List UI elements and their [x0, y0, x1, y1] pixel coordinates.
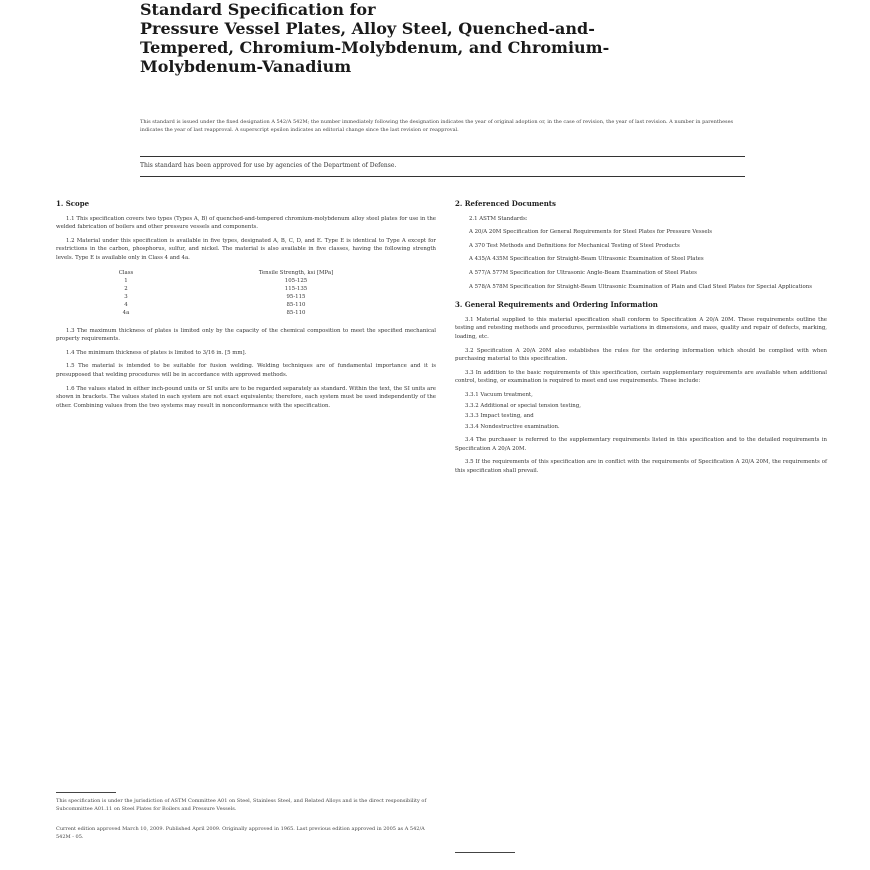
list-item: 3.3.3 Impact testing, and	[465, 413, 534, 420]
table-cell: 4	[124, 301, 128, 308]
divider-rule	[140, 176, 745, 177]
designation-note: This standard is issued under the fixed designation A 542/A 542M; the number immediately following the designation indicates the year of original adoption or, in the case of revision, the year of last revision. A number in parentheses indicates the year of last reapproval. A superscript epsilon indicates an editorial change since the last revision or reapproval.	[140, 119, 734, 133]
document-title	[140, 0, 740, 76]
paragraph: 1.4 The minimum thickness of plates is limited to 3/16 in. [5 mm].	[66, 349, 247, 356]
table-row	[56, 301, 436, 309]
table-header: Tensile Strength, ksi [MPa]	[258, 269, 334, 276]
class-strength-table	[56, 269, 436, 317]
section-heading-general: 3. General Requirements and Ordering Information	[455, 300, 658, 310]
title-line: Pressure Vessel Plates, Alloy Steel, Quenched-and-	[140, 19, 595, 38]
footnote-rule	[56, 792, 116, 793]
table-cell: 95-115	[286, 293, 306, 300]
section-heading-scope: 1. Scope	[56, 199, 90, 208]
table-cell: 105-125	[284, 277, 308, 284]
reference-item: A 578/A 578M Specification for Straight-Beam Ultrasonic Examination of Plain and Clad Steel Plates for Special Applications	[469, 283, 812, 290]
reference-item: A 20/A 20M Specification for General Requirements for Steel Plates for Pressure Vessels	[469, 229, 713, 236]
table-cell: 85-110	[286, 301, 306, 308]
paragraph: 3.1 Material supplied to this material specification shall conform to Specification A 20/A 20M. These requirements outline the testing and retesting methods and procedures, permissible variations in dimensions, and mass, quality and repair of defects, marking, loading, etc.	[455, 316, 827, 340]
title-line: Standard Specification for	[140, 0, 376, 19]
table-row	[56, 293, 436, 301]
section-heading-references: 2. Referenced Documents	[455, 199, 556, 208]
table-header-row	[56, 269, 436, 277]
paragraph: 1.3 The maximum thickness of plates is limited only by the capacity of the chemical composition to meet the specified mechanical property requirements.	[56, 327, 436, 343]
list-item: 3.3.1 Vacuum treatment,	[465, 391, 533, 398]
table-row	[56, 309, 436, 317]
footnote: Current edition approved March 10, 2009. Published April 2009. Originally approved in 1965. Last previous edition approved in 2005 as A 542/A 542M - 05.	[56, 826, 425, 840]
left-column	[56, 200, 436, 415]
footnote-rule	[455, 852, 515, 853]
table-row	[56, 277, 436, 285]
paragraph: 1.1 This specification covers two types (Types A, B) of quenched-and-tempered chromium-molybdenum alloy steel plates for use in the welded fabrication of boilers and other pressure vessels and components.	[56, 215, 436, 231]
paragraph: 1.5 The material is intended to be suitable for fusion welding. Welding techniques are of fundamental importance and it is presupposed that welding procedures will be in accordance with approved methods.	[56, 363, 436, 378]
table-cell: 2	[124, 285, 128, 292]
reference-item: A 435/A 435M Specification for Straight-Beam Ultrasonic Examination of Steel Plates	[469, 256, 704, 263]
dod-approval-note: This standard has been approved for use by agencies of the Department of Defense.	[140, 162, 397, 169]
table-header: Class	[118, 269, 134, 276]
right-column	[455, 200, 827, 481]
footnote: This specification is under the jurisdiction of ASTM Committee A01 on Steel, Stainless Steel, and Related Alloys and is the direct responsibility of Subcommittee A01.11 on Steel Plates for Boilers and Pressure Vessels.	[56, 798, 427, 812]
paragraph: 3.2 Specification A 20/A 20M also establishes the rules for the ordering information which should be complied with when purchasing material to this specification.	[455, 347, 827, 363]
paragraph: 3.5 If the requirements of this specification are in conflict with the requirements of Specification A 20/A 20M, the requirements of this specification shall prevail.	[455, 459, 827, 475]
paragraph: 1.6 The values stated in either inch-pound units or SI units are to be regarded separately as standard. Within the text, the SI units are shown in brackets. The values stated in each system are not exact equivalents; therefore, each system must be used independently of the other. Combining values from the two systems may result in nonconformance with the specification.	[56, 385, 436, 409]
reference-item: 2.1 ASTM Standards:	[469, 215, 528, 222]
title-line: Molybdenum-Vanadium	[140, 57, 352, 76]
table-row	[56, 285, 436, 293]
table-cell: 85-110	[286, 309, 306, 316]
reference-item: A 577/A 577M Specification for Ultrasonic Angle-Beam Examination of Steel Plates	[469, 269, 697, 276]
list-item: 3.3.2 Additional or special tension testing,	[465, 402, 581, 409]
table-cell: 3	[124, 293, 128, 300]
divider-rule	[140, 156, 745, 157]
paragraph: 3.3 In addition to the basic requirements of this specification, certain supplementary requirements are available when additional control, testing, or examination is required to meet end use requirements. These include:	[455, 369, 827, 385]
list-item: 3.3.4 Nondestructive examination.	[465, 423, 560, 430]
table-cell: 4a	[122, 309, 130, 316]
paragraph: 1.2 Material under this specification is available in five types, designated A, B, C, D, and E. Type E is identical to Type A except for restrictions in the carbon, phosphorus, sulfur, and nickel. The material is also available in five classes, having the following strength levels. Type E is available only in Class 4 and 4a.	[56, 237, 436, 261]
paragraph: 3.4 The purchaser is referred to the supplementary requirements listed in this specification and to the detailed requirements in Specification A 20/A 20M.	[455, 437, 827, 452]
table-cell: 1	[124, 277, 128, 284]
references-list	[455, 215, 827, 292]
reference-item: A 370 Test Methods and Definitions for Mechanical Testing of Steel Products	[469, 242, 680, 249]
title-line: Tempered, Chromium-Molybdenum, and Chromium-	[140, 38, 610, 57]
table-cell: 115-135	[284, 285, 308, 292]
